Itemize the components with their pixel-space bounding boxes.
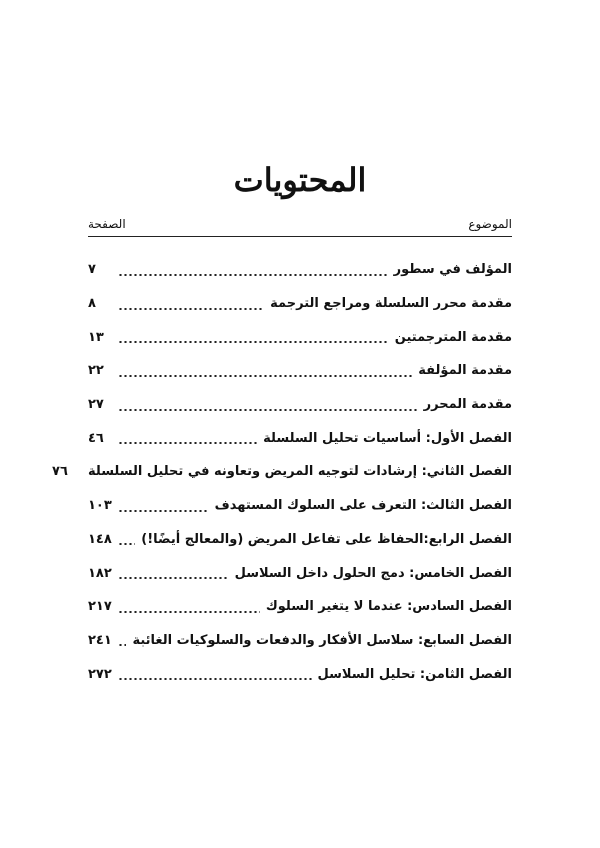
toc-entry[interactable] bbox=[88, 523, 512, 557]
toc-entry-title: مقدمة المؤلفة bbox=[418, 363, 512, 379]
toc-entry-title: الفصل الأول: أساسيات تحليل السلسلة bbox=[263, 430, 512, 446]
toc-entry-page: ٧ bbox=[88, 262, 96, 278]
toc-entry[interactable] bbox=[88, 624, 512, 658]
table-of-contents bbox=[52, 253, 512, 691]
dot-leader bbox=[118, 644, 126, 646]
toc-entry-title: الفصل الثالث: التعرف على السلوك المستهدف bbox=[214, 498, 512, 514]
dot-leader bbox=[118, 543, 135, 545]
toc-entry[interactable] bbox=[88, 590, 512, 624]
toc-entry-page: ٢٧ bbox=[88, 397, 104, 413]
dot-leader bbox=[118, 510, 209, 512]
toc-entry[interactable] bbox=[52, 455, 512, 489]
toc-entry[interactable] bbox=[88, 657, 512, 691]
header-divider bbox=[88, 236, 512, 237]
toc-entry-page: ٤٦ bbox=[88, 430, 104, 446]
toc-entry-page: ٢٢ bbox=[88, 363, 104, 379]
dot-leader bbox=[118, 409, 418, 411]
toc-entry-page: ٨ bbox=[88, 296, 96, 312]
dot-leader bbox=[118, 678, 312, 680]
toc-entry-page: ١٣ bbox=[88, 329, 104, 345]
toc-entry-page: ١٠٣ bbox=[88, 498, 112, 514]
dot-leader bbox=[118, 274, 388, 276]
dot-leader bbox=[118, 375, 412, 377]
toc-entry-page: ١٨٢ bbox=[88, 565, 112, 581]
toc-entry-title: مقدمة المترجمتين bbox=[394, 329, 512, 345]
toc-entry[interactable] bbox=[88, 489, 512, 523]
toc-entry[interactable] bbox=[88, 287, 512, 321]
toc-header bbox=[88, 213, 512, 235]
toc-entry-page: ٧٦ bbox=[52, 464, 68, 480]
toc-entry-title: مقدمة محرر السلسلة ومراجع الترجمة bbox=[270, 296, 512, 312]
toc-entry[interactable] bbox=[88, 354, 512, 388]
toc-entry[interactable] bbox=[88, 253, 512, 287]
dot-leader bbox=[118, 442, 257, 444]
toc-entry-title: الفصل السادس: عندما لا يتغير السلوك bbox=[265, 599, 512, 615]
toc-entry-title: الفصل الثاني: إرشادات لتوجيه المريض وتعاونه في تحليل السلسلة bbox=[88, 464, 512, 480]
toc-entry-title: الفصل الخامس: دمج الحلول داخل السلاسل bbox=[234, 565, 512, 581]
toc-entry-title: المؤلف في سطور bbox=[393, 262, 512, 278]
toc-entry-page: ٢١٧ bbox=[88, 599, 112, 615]
toc-entry[interactable] bbox=[88, 320, 512, 354]
toc-entry-page: ٢٧٢ bbox=[88, 666, 112, 682]
page-column-label: الصفحة bbox=[88, 217, 126, 231]
toc-entry-page: ٢٤١ bbox=[88, 632, 112, 648]
toc-entry[interactable] bbox=[88, 388, 512, 422]
toc-entry[interactable] bbox=[88, 556, 512, 590]
toc-entry-title: مقدمة المحرر bbox=[423, 397, 512, 413]
dot-leader bbox=[118, 341, 389, 343]
toc-entry-page: ١٤٨ bbox=[88, 531, 112, 547]
toc-entry[interactable] bbox=[88, 421, 512, 455]
page-title: المحتويات bbox=[233, 161, 367, 199]
topic-column-label: الموضوع bbox=[468, 217, 512, 231]
dot-leader bbox=[118, 308, 264, 310]
dot-leader bbox=[118, 611, 260, 613]
dot-leader bbox=[118, 577, 229, 579]
toc-entry-title: الفصل الثامن: تحليل السلاسل bbox=[317, 666, 512, 682]
toc-entry-title: الفصل السابع: سلاسل الأفكار والدفعات والسلوكيات الغائبة bbox=[132, 632, 512, 648]
toc-entry-title: الفصل الرابع:الحفاظ على تفاعل المريض (والمعالج أيضًا!) bbox=[141, 531, 512, 547]
